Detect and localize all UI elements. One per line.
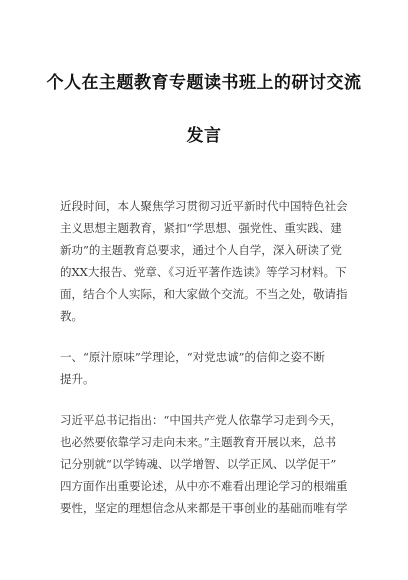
paragraph-line: 面，结合个人实际，和大家做个交流。不当之处，敬请指: [60, 287, 348, 301]
intro-paragraph: [60, 195, 356, 327]
paragraph-line: 主义思想主题教育，紧扣“学思想、强党性、重实践、建: [60, 221, 342, 235]
paragraph-line: 记分别就“以学铸魂、以学增智、以学正风、以学促干”: [60, 457, 337, 471]
body-paragraph: [60, 409, 356, 519]
paragraph-line: 教。: [60, 309, 83, 323]
paragraph-line: 习近平总书记指出：“中国共产党人依靠学习走到今天，: [60, 413, 342, 427]
paragraph-line: 新功”的主题教育总要求，通过个人自学，深入研读了党: [60, 243, 342, 257]
document-title-line-1: 个人在主题教育专题读书班上的研讨交流: [46, 73, 362, 93]
heading-line: 提升。: [60, 372, 95, 386]
paragraph-line: 的XX大报告、党章、《习近平著作选读》等学习材料。下: [60, 265, 347, 279]
paragraph-line: 近段时间，本人聚焦学习贯彻习近平新时代中国特色社会: [60, 199, 348, 213]
heading-line: 一、“原汁原味”学理论，“对党忠诚”的信仰之姿不断: [60, 350, 326, 364]
paragraph-line: 也必然要依靠学习走向未来。”主题教育开展以来，总书: [60, 435, 337, 449]
paragraph-line: 四方面作出重要论述，从中亦不难看出理论学习的根端重: [60, 479, 348, 493]
section-heading-1: [60, 346, 356, 390]
document-title-line-2: 发言: [186, 126, 222, 146]
paragraph-line: 要性，坚定的理想信念从来都是干事创业的基础而唯有学: [60, 501, 348, 515]
